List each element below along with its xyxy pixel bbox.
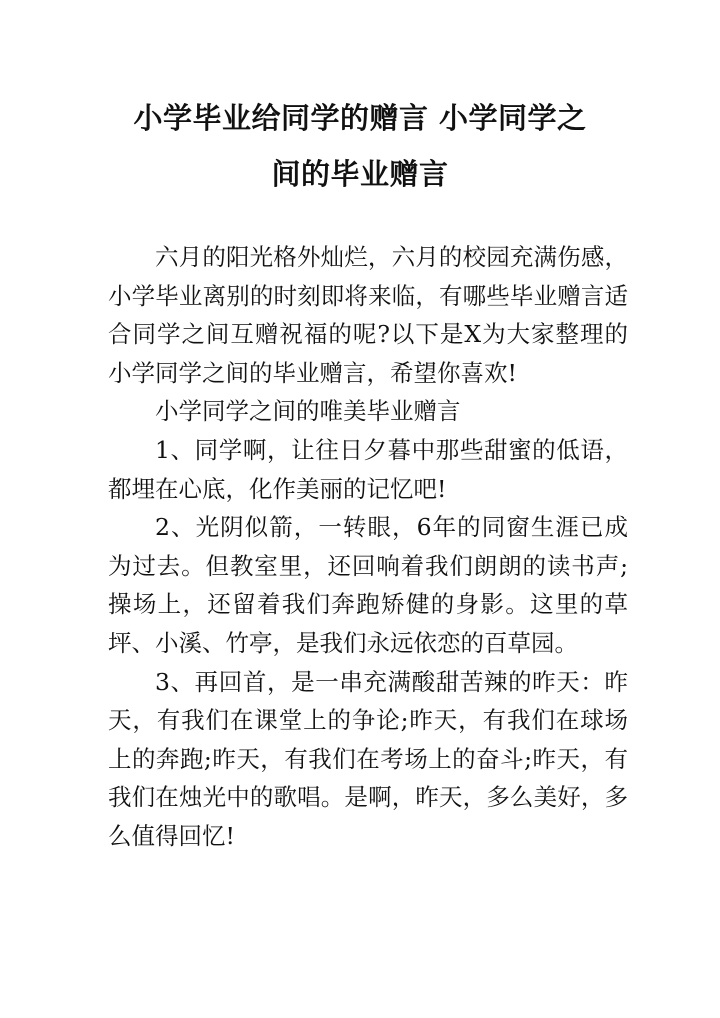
quote-paragraph-2: 2、光阴似箭，一转眼，6年的同窗生涯已成为过去。但教室里，还回响着我们朗朗的读书声;操场上，还留着我们奔跑矫健的身影。这里的草坪、小溪、竹亭，是我们永远依恋的百草园。 xyxy=(108,513,628,657)
quote-paragraph-3: 3、再回首，是一串充满酸甜苦辣的昨天：昨天，有我们在课堂上的争论;昨天，有我们在球场上的奔跑;昨天，有我们在考场上的奋斗;昨天，有我们在烛光中的歌唱。是啊，昨天，多么美好，多么值得回忆! xyxy=(108,667,628,850)
intro-paragraph: 六月的阳光格外灿烂，六月的校园充满伤感，小学毕业离别的时刻即将来临，有哪些毕业赠言适合同学之间互赠祝福的呢?以下是X为大家整理的小学同学之间的毕业赠言，希望你喜欢! xyxy=(108,243,628,387)
section-heading: 小学同学之间的唯美毕业赠言 xyxy=(155,397,461,426)
document-title-line-2: 间的毕业赠言 xyxy=(271,157,449,191)
quote-paragraph-1: 1、同学啊，让往日夕暮中那些甜蜜的低语，都埋在心底，化作美丽的记忆吧! xyxy=(108,435,628,503)
document-title-line-1: 小学毕业给同学的赠言 小学同学之 xyxy=(133,101,587,135)
document-body xyxy=(108,238,628,856)
